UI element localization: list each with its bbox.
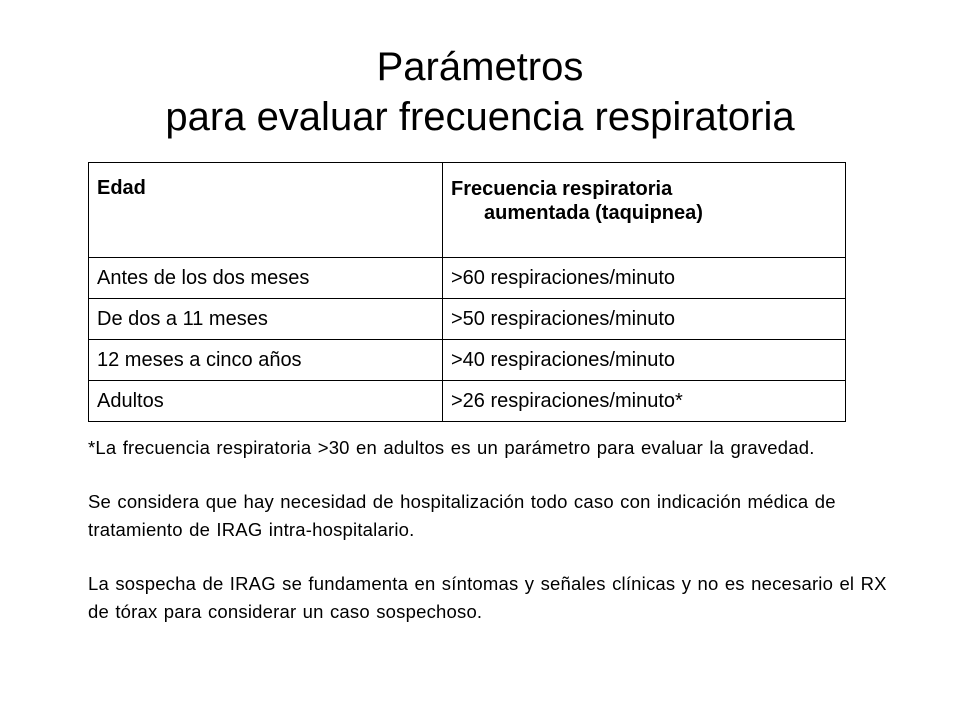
slide-title-line2: para evaluar frecuencia respiratoria bbox=[165, 95, 795, 139]
cell-rate: >40 respiraciones/minuto bbox=[443, 340, 846, 381]
cell-rate: >60 respiraciones/minuto bbox=[443, 258, 846, 299]
cell-age: Adultos bbox=[89, 381, 443, 422]
table-row bbox=[89, 299, 846, 340]
header-respiratory-rate-line2: aumentada (taquipnea) bbox=[484, 202, 703, 224]
note-irag-suspicion: La sospecha de IRAG se fundamenta en síntomas y señales clínicas y no es necesario el RX de tórax para considerar un caso sospechoso. bbox=[88, 573, 887, 622]
table-header-row bbox=[89, 163, 846, 258]
slide-title bbox=[0, 42, 960, 142]
header-respiratory-rate bbox=[443, 163, 846, 258]
table-row bbox=[89, 340, 846, 381]
note-hospitalization: Se considera que hay necesidad de hospitalización todo caso con indicación médica de tratamiento de IRAG intra-hospitalario. bbox=[88, 491, 836, 540]
cell-rate: >50 respiraciones/minuto bbox=[443, 299, 846, 340]
table-row bbox=[89, 381, 846, 422]
cell-age: 12 meses a cinco años bbox=[89, 340, 443, 381]
respiratory-rate-table bbox=[88, 162, 846, 422]
slide-title-line1: Parámetros bbox=[376, 45, 584, 89]
header-respiratory-rate-line1: Frecuencia respiratoria bbox=[451, 178, 673, 200]
header-age: Edad bbox=[89, 163, 443, 258]
cell-age: Antes de los dos meses bbox=[89, 258, 443, 299]
note-adult-severity: *La frecuencia respiratoria >30 en adultos es un parámetro para evaluar la gravedad. bbox=[88, 437, 815, 458]
notes bbox=[88, 434, 888, 652]
cell-age: De dos a 11 meses bbox=[89, 299, 443, 340]
table-row bbox=[89, 258, 846, 299]
cell-rate: >26 respiraciones/minuto* bbox=[443, 381, 846, 422]
